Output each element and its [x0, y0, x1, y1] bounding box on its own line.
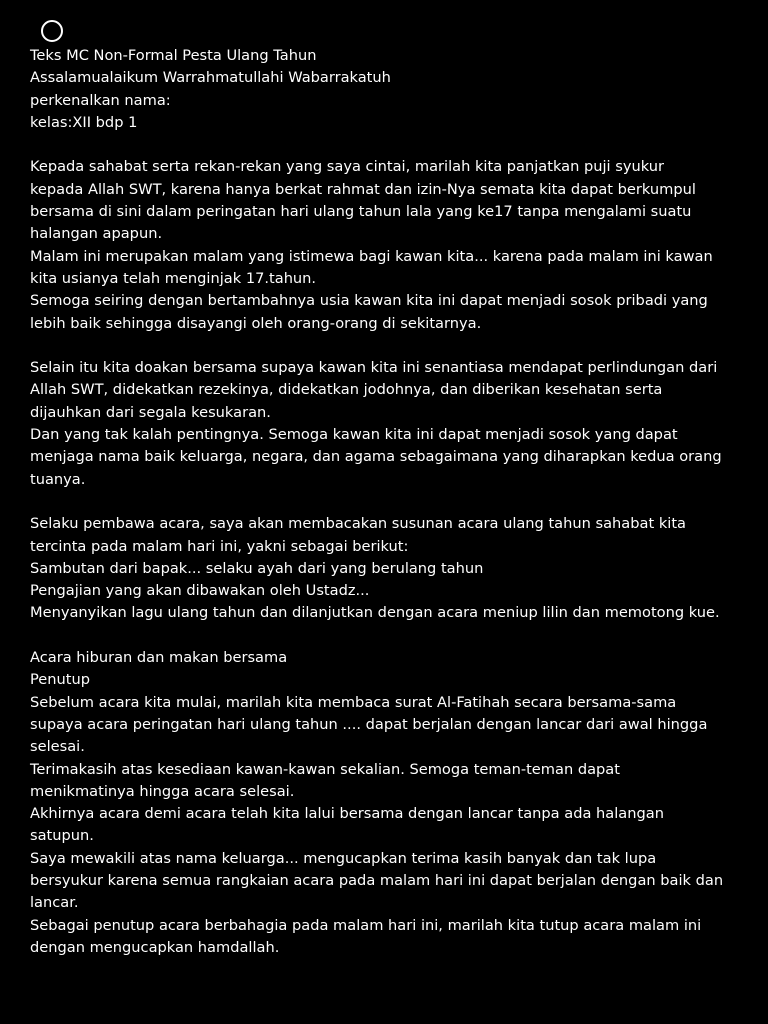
text-line: Pengajian yang akan dibawakan oleh Ustadz... — [30, 582, 370, 600]
text-line: lebih baik sehingga disayangi oleh orang-orang di sekitarnya. — [30, 314, 482, 332]
blank-line — [30, 335, 742, 357]
blank-line — [30, 625, 742, 647]
text-line: tuanya. — [30, 470, 86, 488]
circle-icon[interactable] — [41, 20, 63, 42]
text-line: lancar. — [30, 894, 79, 912]
text-line: dengan mengucapkan hamdallah. — [30, 938, 280, 956]
text-line: halangan apapun. — [30, 225, 163, 243]
blank-line — [30, 491, 742, 513]
text-line: dijauhkan dari segala kesukaran. — [30, 403, 271, 421]
text-line: Kepada sahabat serta rekan-rekan yang saya cintai, marilah kita panjatkan puji syukur — [30, 158, 664, 176]
document-text — [30, 45, 742, 959]
text-line: selesai. — [30, 738, 85, 756]
text-line: Sambutan dari bapak... selaku ayah dari yang berulang tahun — [30, 559, 484, 577]
text-line: Assalamualaikum Warrahmatullahi Wabarrakatuh — [30, 69, 391, 87]
text-line: Acara hiburan dan makan bersama — [30, 649, 288, 667]
blank-line — [30, 134, 742, 156]
text-line: supaya acara peringatan hari ulang tahun .... dapat berjalan dengan lancar dari awal hingga — [30, 715, 708, 733]
text-line: Teks MC Non-Formal Pesta Ulang Tahun — [30, 47, 317, 64]
text-line: bersyukur karena semua rangkaian acara pada malam hari ini dapat berjalan dengan baik dan — [30, 871, 724, 889]
text-line: menikmatinya hingga acara selesai. — [30, 782, 295, 800]
text-line: kelas:XII bdp 1 — [30, 113, 138, 131]
text-line: menjaga nama baik keluarga, negara, dan agama sebagaimana yang diharapkan kedua orang — [30, 448, 722, 466]
text-line: Selain itu kita doakan bersama supaya kawan kita ini senantiasa mendapat perlindungan dari — [30, 359, 718, 377]
text-line: Terimakasih atas kesediaan kawan-kawan sekalian. Semoga teman-teman dapat — [30, 760, 620, 778]
text-line: kita usianya telah menginjak 17.tahun. — [30, 269, 317, 287]
text-line: Dan yang tak kalah pentingnya. Semoga kawan kita ini dapat menjadi sosok yang dapat — [30, 426, 678, 444]
text-line: Selaku pembawa acara, saya akan membacakan susunan acara ulang tahun sahabat kita — [30, 515, 686, 533]
text-line: Saya mewakili atas nama keluarga... mengucapkan terima kasih banyak dan tak lupa — [30, 849, 657, 867]
text-line: Penutup — [30, 671, 90, 689]
text-line: Akhirnya acara demi acara telah kita lalui bersama dengan lancar tanpa ada halangan — [30, 805, 664, 823]
text-line: Sebelum acara kita mulai, marilah kita membaca surat Al-Fatihah secara bersama-sama — [30, 693, 677, 711]
text-line: Sebagai penutup acara berbahagia pada malam hari ini, marilah kita tutup acara malam ini — [30, 916, 702, 934]
text-line: Malam ini merupakan malam yang istimewa bagi kawan kita... karena pada malam ini kawan — [30, 247, 713, 265]
text-line: Semoga seiring dengan bertambahnya usia kawan kita ini dapat menjadi sosok pribadi yang — [30, 292, 708, 310]
text-line: tercinta pada malam hari ini, yakni sebagai berikut: — [30, 537, 409, 555]
text-line: bersama di sini dalam peringatan hari ulang tahun lala yang ke17 tanpa mengalami suatu — [30, 203, 692, 221]
text-line: Menyanyikan lagu ulang tahun dan dilanjutkan dengan acara meniup lilin dan memotong kue. — [30, 604, 720, 622]
text-line: Allah SWT, didekatkan rezekinya, didekatkan jodohnya, dan diberikan kesehatan serta — [30, 381, 663, 399]
text-line: kepada Allah SWT, karena hanya berkat rahmat dan izin-Nya semata kita dapat berkumpul — [30, 180, 696, 198]
text-line: satupun. — [30, 827, 94, 845]
text-line: perkenalkan nama: — [30, 91, 171, 109]
